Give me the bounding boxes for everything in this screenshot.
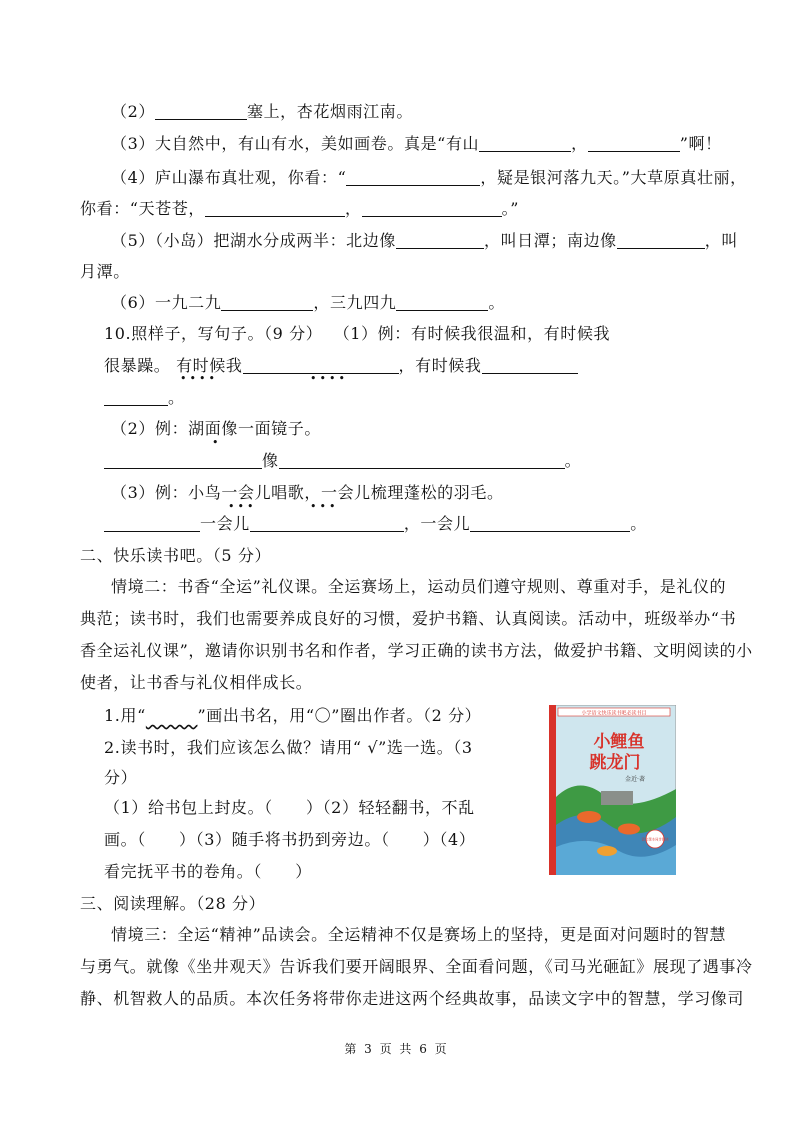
series-text: 小学语文快乐读书吧必读书目 xyxy=(581,710,647,717)
text: （2） xyxy=(111,102,155,121)
q10-title-line xyxy=(104,324,610,344)
answer-blank[interactable] xyxy=(104,515,200,532)
answer-blank[interactable] xyxy=(588,135,680,152)
page-footer: 第 3 页 共 6 页 xyxy=(344,1042,449,1056)
text: 月潭。 xyxy=(80,262,130,281)
answer-blank[interactable] xyxy=(470,515,630,532)
answer-blank[interactable] xyxy=(104,452,262,469)
emphasis-dot: • xyxy=(212,436,222,449)
section2-option-line[interactable]: （1）给书包上封皮。（ ）（2）轻轻翻书，不乱 xyxy=(104,798,475,817)
text: 很暴躁。 有时候我 xyxy=(104,356,243,375)
carp-fish xyxy=(577,811,601,823)
text: ，叫日潭；南边像 xyxy=(483,231,617,250)
text: 塞上，杏花烟雨江南。 xyxy=(246,102,413,121)
section2-option-line[interactable]: 看完抚平书的卷角。（ ） xyxy=(104,862,312,881)
section2-para-line: 典范；读书时，我们也需要养成良好的习惯，爱护书籍、认真阅读。活动中，班级举办“书 xyxy=(80,609,737,628)
section2-para-line: 使者，让书香与礼仪相伴成长。 xyxy=(80,673,313,692)
book-author: 金近·著 xyxy=(625,776,645,783)
answer-blank[interactable] xyxy=(362,200,502,217)
text: 你看：“天苍苍， xyxy=(80,199,205,218)
section3-para-line: 情境三：全运“精神”品读会。全运精神不仅是赛场上的坚持，更是面对问题时的智慧 xyxy=(111,925,727,944)
answer-blank[interactable] xyxy=(250,515,404,532)
text: ，疑是银河落九天。”大草原真壮丽， xyxy=(480,168,747,187)
answer-blank[interactable] xyxy=(396,294,488,311)
text: 像 xyxy=(262,451,279,470)
section2-q2: 2.读书时，我们应该怎么做？请用“ √”选一选。（3 xyxy=(104,738,473,757)
text: ”画出书名，用“〇”圈出作者。（2 分） xyxy=(197,706,482,725)
q9-line-4 xyxy=(111,168,747,188)
answer-blank[interactable] xyxy=(155,103,247,120)
emphasis-dots: •••• xyxy=(180,372,218,385)
q9-line-6 xyxy=(111,231,738,251)
text: ， xyxy=(571,134,588,153)
spine-stripe xyxy=(549,705,556,875)
emphasis-dots: ••• xyxy=(228,500,257,513)
answer-blank[interactable] xyxy=(617,232,705,249)
book-cover-art xyxy=(549,705,676,875)
carp-fish xyxy=(597,846,617,856)
answer-blank[interactable] xyxy=(104,389,168,406)
section3-heading: 三、阅读理解。（28 分） xyxy=(80,894,266,913)
example-text: （2）例：湖面像一面镜子。 xyxy=(111,419,321,438)
text: （6）一九二九 xyxy=(111,293,222,312)
q9-line-2 xyxy=(111,102,413,122)
emphasis-dots: •••• xyxy=(310,372,348,385)
text: ”啊！ xyxy=(679,134,722,153)
q10-line-3 xyxy=(104,388,185,408)
carp-fish xyxy=(618,824,640,835)
wavy-line-sample xyxy=(146,706,198,725)
section2-para-line: 情境二：书香“全运”礼仪课。全运赛场上，运动员们遵守规则、尊重对手，是礼仪的 xyxy=(111,577,727,596)
text: 。” xyxy=(501,199,519,218)
text: 一会儿 xyxy=(200,514,250,533)
book-title-2: 跳龙门 xyxy=(589,753,641,773)
text: （3）大自然中，有山有水，美如画卷。真是“有山 xyxy=(111,134,480,153)
text: ，有时候我 xyxy=(398,356,482,375)
example-text: （1）例：有时候我很温和，有时候我 xyxy=(333,324,611,343)
text: 。 xyxy=(564,451,582,470)
section2-q1 xyxy=(104,706,481,726)
text: 。 xyxy=(488,293,506,312)
answer-blank[interactable] xyxy=(221,294,313,311)
text: ，三九四九 xyxy=(313,293,397,312)
section2-option-line[interactable]: 画。（ ）（3）随手将书扔到旁边。（ ）（4） xyxy=(104,830,476,849)
section2-heading: 二、快乐读书吧。（5 分） xyxy=(80,546,272,565)
example-text: （3）例：小鸟一会儿唱歌，一会儿梳理蓬松的羽毛。 xyxy=(111,483,504,502)
q9-line-5 xyxy=(80,199,519,219)
text: 。 xyxy=(168,388,185,407)
text: 。 xyxy=(630,514,647,533)
section3-para-line: 与勇气。就像《坐井观天》告诉我们要开阔眼界、全面看问题，《司马光砸缸》展现了遇事冷 xyxy=(80,957,753,976)
text: 1.用“ xyxy=(104,706,146,725)
answer-blank[interactable] xyxy=(279,452,565,469)
q9-line-8 xyxy=(111,293,505,313)
q9-line-7 xyxy=(80,262,130,282)
answer-blank[interactable] xyxy=(396,232,484,249)
text: （5）（小岛）把湖水分成两半：北边像 xyxy=(111,231,396,250)
dragon-gate xyxy=(601,791,633,805)
q10-line-7 xyxy=(104,514,647,534)
q9-line-3 xyxy=(111,134,722,154)
q10-line-5 xyxy=(104,451,581,471)
book-cover-image xyxy=(549,705,676,875)
badge-text: 语文课本同步阅读 xyxy=(641,837,669,842)
answer-blank[interactable] xyxy=(479,135,571,152)
answer-blank[interactable] xyxy=(482,357,578,374)
book-title-1: 小鲤鱼 xyxy=(593,732,645,752)
section2-q2-cont: 分） xyxy=(104,768,138,787)
emphasis-dots: ••• xyxy=(310,500,339,513)
q10-example-3 xyxy=(111,483,504,503)
text: ，一会儿 xyxy=(403,514,471,533)
text: （4）庐山瀑布真壮观，你看：“ xyxy=(111,168,347,187)
section3-para-line: 静、机智救人的品质。本次任务将带你走进这两个经典故事，品读文字中的智慧，学习像司 xyxy=(80,989,745,1008)
answer-blank[interactable] xyxy=(205,200,345,217)
question-title: 10.照样子，写句子。（9 分） xyxy=(104,324,323,343)
text: ，叫 xyxy=(704,231,738,250)
section2-para-line: 香全运礼仪课”，邀请你识别书名和作者，学习正确的读书方法，做爱护书籍、文明阅读的小 xyxy=(80,641,753,660)
text: ， xyxy=(344,199,362,218)
answer-blank[interactable] xyxy=(346,169,480,186)
